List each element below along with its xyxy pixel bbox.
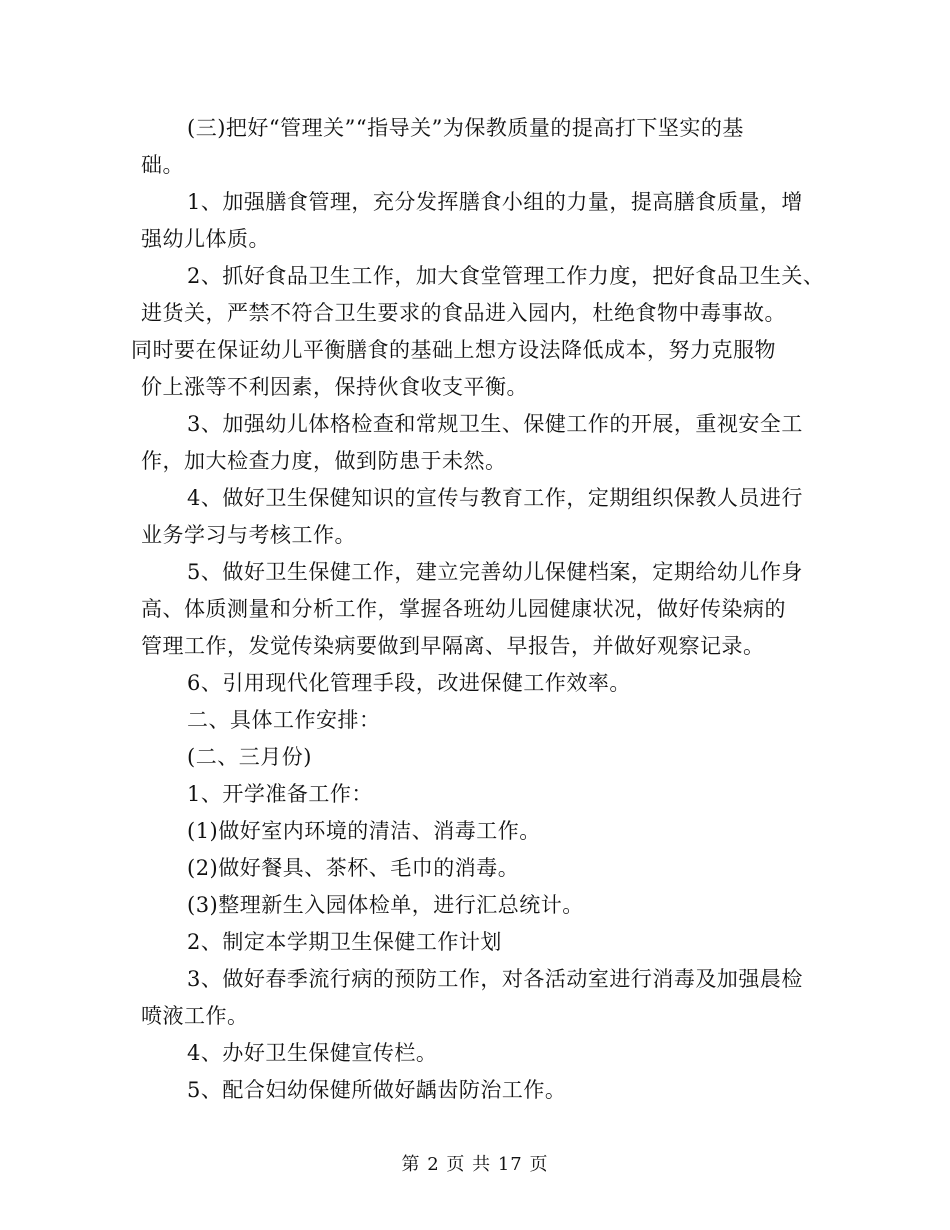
text-line: 1、加强膳食管理，充分发挥膳食小组的力量，提高膳食质量，增 — [187, 190, 803, 214]
text-line: (三)把好“管理关”“指导关”为保教质量的提高打下坚实的基 — [187, 116, 744, 140]
text-line: 管理工作，发觉传染病要做到早隔离、早报告，并做好观察记录。 — [141, 634, 765, 658]
text-line: 价上涨等不利因素，保持伙食收支平衡。 — [141, 375, 528, 399]
text-line: 作，加大检查力度，做到防患于未然。 — [141, 449, 507, 473]
text-line: 高、体质测量和分析工作，掌握各班幼儿园健康状况，做好传染病的 — [141, 597, 786, 621]
text-line: 5、做好卫生保健工作，建立完善幼儿保健档案，定期给幼儿作身 — [187, 560, 803, 584]
text-line: 业务学习与考核工作。 — [141, 523, 356, 547]
text-line: (3)整理新生入园体检单，进行汇总统计。 — [187, 893, 584, 917]
text-line: 4、做好卫生保健知识的宣传与教育工作，定期组织保教人员进行 — [187, 486, 803, 510]
text-line: 5、配合妇幼保健所做好龋齿防治工作。 — [187, 1078, 567, 1102]
section-heading: 二、具体工作安排： — [187, 708, 381, 732]
subsection-heading: (二、三月份) — [187, 745, 312, 769]
text-line: 6、引用现代化管理手段，改进保健工作效率。 — [187, 671, 631, 695]
text-line: 同时要在保证幼儿平衡膳食的基础上想方设法降低成本，努力克服物 — [131, 338, 776, 362]
text-line: 2、抓好食品卫生工作，加大食堂管理工作力度，把好食品卫生关、 — [187, 264, 825, 288]
page-number-footer: 第 2 页 共 17 页 — [401, 1154, 549, 1175]
text-line: 3、做好春季流行病的预防工作，对各活动室进行消毒及加强晨检 — [187, 967, 803, 991]
text-line: 础。 — [141, 153, 184, 177]
text-line: 2、制定本学期卫生保健工作计划 — [187, 930, 502, 954]
text-line: 喷液工作。 — [141, 1004, 249, 1028]
text-line: 3、加强幼儿体格检查和常规卫生、保健工作的开展，重视安全工 — [187, 412, 803, 436]
text-line: 1、开学准备工作： — [187, 782, 373, 806]
text-line: 强幼儿体质。 — [141, 227, 270, 251]
text-line: 进货关，严禁不符合卫生要求的食品进入园内，杜绝食物中毒事故。 — [141, 301, 786, 325]
text-line: (2)做好餐具、茶杯、毛巾的消毒。 — [187, 856, 520, 880]
text-line: 4、办好卫生保健宣传栏。 — [187, 1041, 438, 1065]
text-line: (1)做好室内环境的清洁、消毒工作。 — [187, 819, 541, 843]
